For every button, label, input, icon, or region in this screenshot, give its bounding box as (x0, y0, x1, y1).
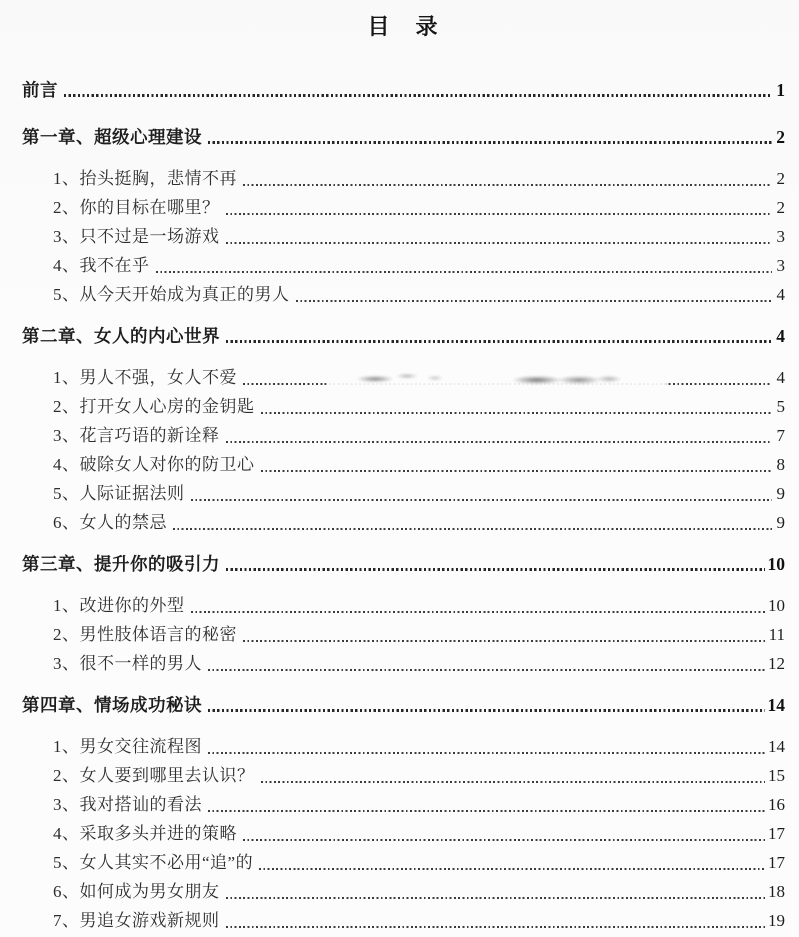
toc-entry[interactable] (22, 451, 785, 479)
dot-leader (261, 470, 773, 472)
toc-entry-label: 第三章、提升你的吸引力 (22, 554, 220, 574)
dot-leader (191, 499, 773, 501)
toc-entry[interactable] (22, 691, 785, 719)
toc-entry-page: 3 (776, 227, 785, 246)
dot-leader (226, 926, 766, 928)
dot-leader (226, 242, 773, 244)
toc-entry-label: 3、只不过是一场游戏 (53, 227, 220, 246)
toc-entry-page: 2 (776, 169, 785, 188)
dot-leader (191, 611, 766, 613)
toc-entry[interactable] (22, 907, 785, 935)
dot-leader (243, 383, 772, 385)
dot-leader (226, 897, 766, 899)
toc-entry-page: 3 (776, 256, 785, 275)
toc-entry-label: 第一章、超级心理建设 (22, 127, 202, 147)
dot-leader (226, 441, 773, 443)
toc-entry[interactable] (22, 509, 785, 537)
toc-entry-label: 前言 (22, 80, 58, 100)
dot-leader (208, 709, 765, 712)
dot-leader (226, 568, 765, 571)
toc-entry-label: 2、女人要到哪里去认识？ (53, 766, 255, 785)
toc-entry[interactable] (22, 76, 785, 104)
toc-entry-page: 18 (768, 882, 785, 901)
toc-entry-label: 4、采取多头并进的策略 (53, 824, 237, 843)
toc-entry-page: 7 (776, 426, 785, 445)
toc-entry[interactable] (22, 422, 785, 450)
page-title: 目 录 (367, 14, 440, 39)
toc-entry-label: 2、男性肢体语言的秘密 (53, 625, 237, 644)
dot-leader (208, 810, 765, 812)
toc-entry-label: 6、女人的禁忌 (53, 513, 167, 532)
toc-entry[interactable] (22, 322, 785, 350)
toc-entry[interactable] (22, 650, 785, 678)
toc-entry-label: 5、女人其实不必用“追”的 (53, 853, 254, 872)
toc-entry[interactable] (22, 165, 785, 193)
toc-entry-label: 7、男追女游戏新规则 (53, 911, 220, 930)
dot-leader (64, 94, 772, 97)
toc-entry[interactable] (22, 592, 785, 620)
toc-entry[interactable] (22, 762, 785, 790)
toc-entry[interactable] (22, 364, 785, 392)
toc-entry[interactable] (22, 281, 785, 309)
toc-entry-label: 4、我不在乎 (53, 256, 150, 275)
toc-entry-page: 17 (768, 824, 785, 843)
toc-entry-label: 1、抬头挺胸，悲情不再 (53, 169, 237, 188)
toc-entry-page: 9 (776, 484, 785, 503)
toc-entry-page: 17 (768, 853, 785, 872)
dot-leader (261, 781, 766, 783)
dot-leader (226, 213, 773, 215)
toc-entry-label: 1、男女交往流程图 (53, 737, 202, 756)
toc-entry-label: 2、打开女人心房的金钥匙 (53, 397, 255, 416)
dot-leader (173, 528, 772, 530)
toc-entry[interactable] (22, 621, 785, 649)
toc-entry-label: 2、你的目标在哪里？ (53, 198, 220, 217)
toc-entry-page: 5 (776, 397, 785, 416)
toc-entry-page: 10 (768, 596, 785, 615)
dot-leader (208, 669, 765, 671)
toc-entry[interactable] (22, 733, 785, 761)
dot-leader (259, 868, 765, 870)
toc-entry-page: 15 (768, 766, 785, 785)
toc-entry[interactable] (22, 550, 785, 578)
toc-entry-label: 第二章、女人的内心世界 (22, 326, 220, 346)
toc-entry-page: 16 (768, 795, 785, 814)
toc-entry-label: 1、男人不强，女人不爱 (53, 368, 237, 387)
dot-leader (243, 839, 765, 841)
dot-leader (226, 340, 772, 343)
toc-entry-page: 8 (776, 455, 785, 474)
dot-leader (243, 184, 772, 186)
toc-entry-page: 11 (768, 625, 785, 644)
dot-leader (261, 412, 773, 414)
dot-leader (243, 640, 766, 642)
toc-entry-page: 19 (768, 911, 785, 930)
toc-list (22, 76, 785, 935)
toc-entry[interactable] (22, 123, 785, 151)
toc-entry-label: 第四章、情场成功秘诀 (22, 695, 202, 715)
dot-leader (208, 141, 772, 144)
toc-entry-page: 14 (768, 737, 785, 756)
toc-entry-label: 3、很不一样的男人 (53, 654, 202, 673)
toc-entry[interactable] (22, 194, 785, 222)
toc-entry-label: 3、花言巧语的新诠释 (53, 426, 220, 445)
toc-entry-page: 10 (767, 554, 785, 574)
toc-entry-page: 9 (776, 513, 785, 532)
toc-entry[interactable] (22, 849, 785, 877)
toc-entry-page: 2 (776, 198, 785, 217)
toc-entry-label: 1、改进你的外型 (53, 596, 185, 615)
toc-entry-page: 4 (776, 368, 785, 387)
toc-entry-label: 5、人际证据法则 (53, 484, 185, 503)
toc-entry-label: 4、破除女人对你的防卫心 (53, 455, 255, 474)
toc-entry[interactable] (22, 480, 785, 508)
toc-entry[interactable] (22, 820, 785, 848)
toc-entry-page: 14 (767, 695, 785, 715)
toc-entry-label: 3、我对搭讪的看法 (53, 795, 202, 814)
toc-entry-page: 4 (776, 326, 785, 346)
toc-entry-page: 12 (768, 654, 785, 673)
toc-entry[interactable] (22, 791, 785, 819)
toc-entry-page: 4 (776, 285, 785, 304)
dot-leader (208, 752, 765, 754)
toc-entry-page: 2 (776, 127, 785, 147)
toc-entry[interactable] (22, 223, 785, 251)
toc-entry[interactable] (22, 393, 785, 421)
toc-entry[interactable] (22, 878, 785, 906)
toc-entry-page: 1 (776, 80, 785, 100)
toc-entry[interactable] (22, 252, 785, 280)
dot-leader (156, 271, 773, 273)
toc-entry-label: 5、从今天开始成为真正的男人 (53, 285, 290, 304)
dot-leader (296, 300, 773, 302)
toc-entry-label: 6、如何成为男女朋友 (53, 882, 220, 901)
